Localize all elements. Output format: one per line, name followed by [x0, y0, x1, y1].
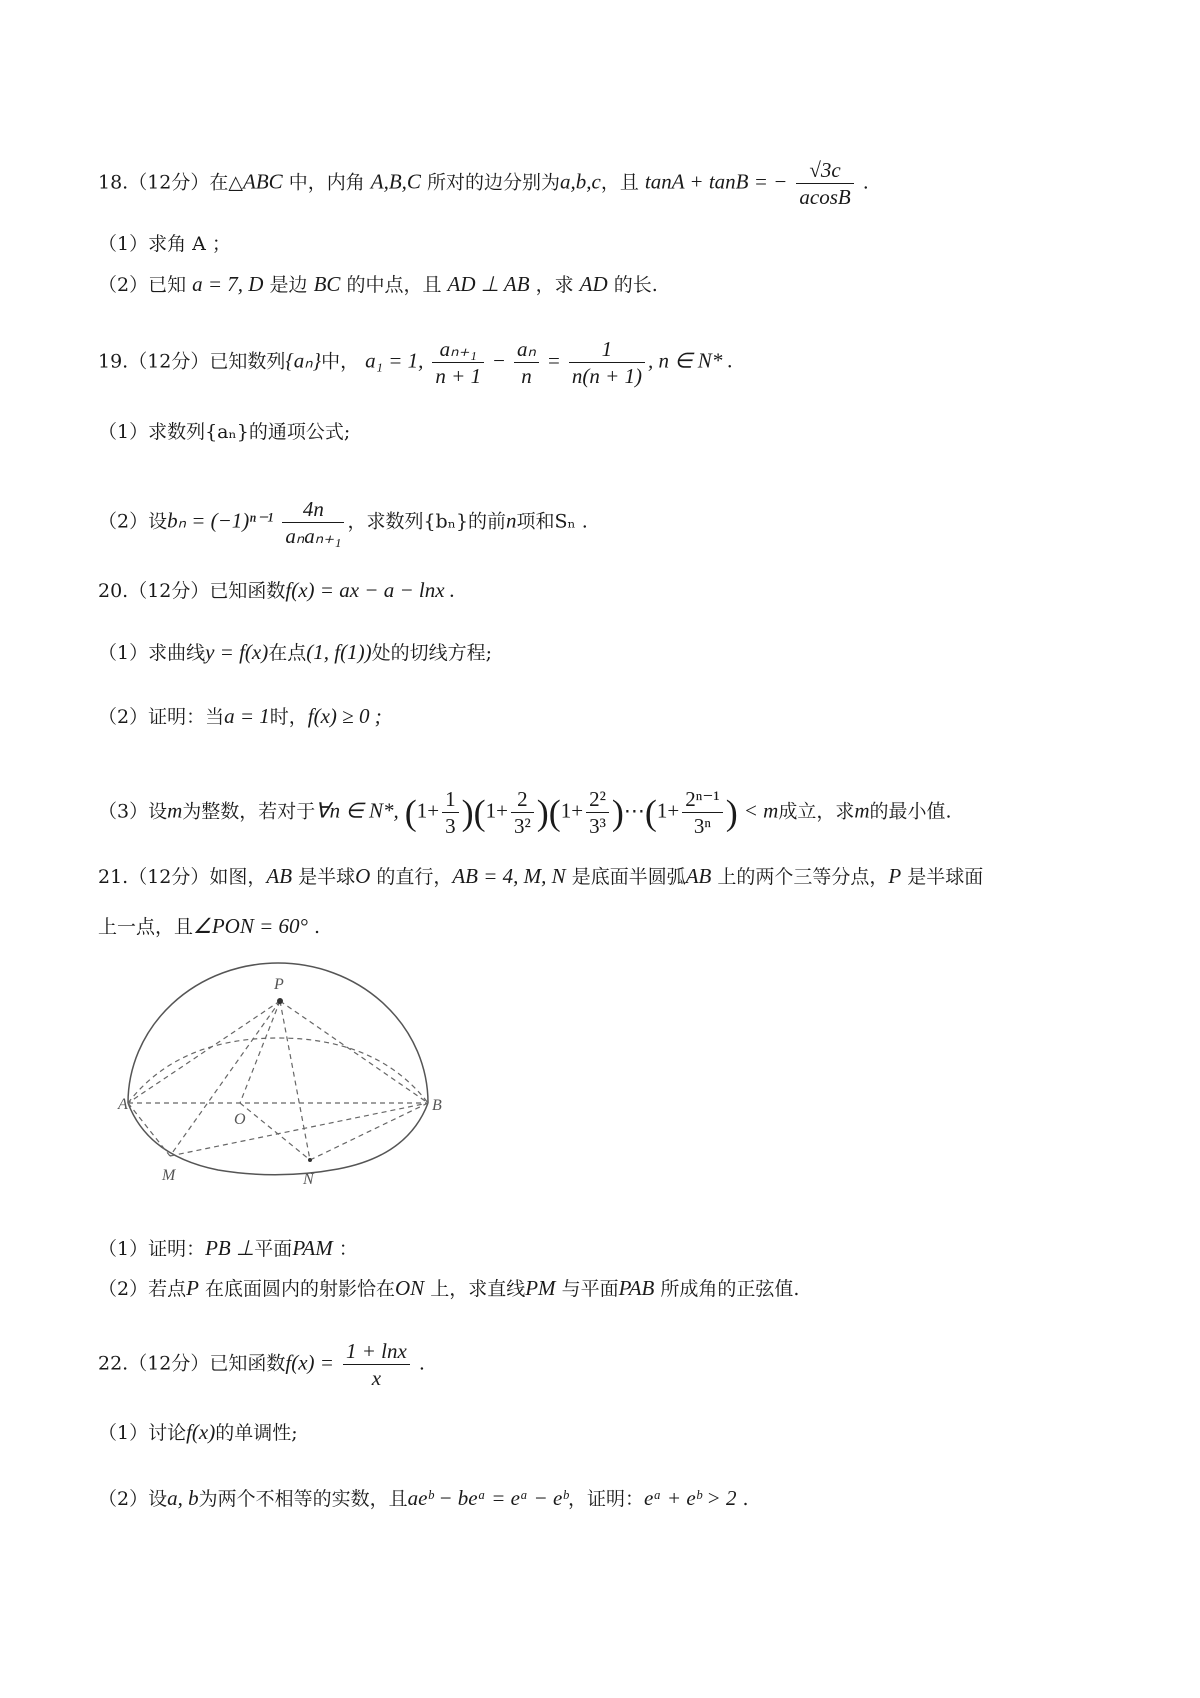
q18-part2: （2）已知 a = 7, D 是边 BC 的中点，且 AD ⊥ AB ，求 AD 的长. — [98, 272, 658, 296]
q18-fraction: $\frac{√3c}{acosB}$ — [796, 157, 853, 210]
point-p — [277, 998, 283, 1004]
label-p: P — [274, 976, 284, 993]
segment-pm — [170, 1001, 280, 1156]
label-b: B — [432, 1097, 442, 1114]
segment-am — [128, 1103, 170, 1156]
q20-term-n: $\frac{\text{2ⁿ⁻¹}}{\text{3ⁿ}}$ — [682, 786, 723, 839]
q20-term-3: $\frac{\text{2²}}{\text{3³}}$ — [586, 786, 609, 839]
q19-frac-3: $\frac{1}{n(n + 1)}$ — [569, 336, 645, 389]
q22-stem: 22.（12分）已知函数f(x) = $\frac{1 + \ln x}{x}$ . — [98, 1339, 425, 1390]
q20-stem: 20.（12分）已知函数f(x) = ax − a − lnx . — [98, 578, 456, 602]
q19-part2: （2）设bₙ = (−1)ⁿ⁻¹ $\frac{4n}{\text{aₙaₙ₊₁}}$ ，求数列{bₙ}的前n项和Sₙ . — [98, 497, 588, 548]
base-front-arc — [128, 1103, 428, 1175]
q22-fraction: $\frac{1 + \ln x}{x}$ — [343, 1338, 410, 1391]
q20-part1: （1）求曲线y = f(x)在点(1, f(1))处的切线方程; — [98, 640, 492, 664]
hemisphere-figure — [118, 948, 442, 1198]
q20-term-2: $\frac{2}{\text{3²}}$ — [511, 786, 534, 839]
q19-part1: （1）求数列{aₙ}的通项公式; — [98, 421, 351, 443]
q19-part2-frac: $\frac{4n}{\text{aₙaₙ₊₁}}$ — [282, 496, 344, 549]
q21-part1: （1）证明：PB ⊥平面PAM ： — [98, 1236, 358, 1260]
label-m: M — [162, 1167, 176, 1184]
q22-part2: （2）设a, b为两个不相等的实数，且aeᵇ − beᵃ = eᵃ − eᵇ，证明：eᵃ + eᵇ > 2 . — [98, 1486, 749, 1510]
dashed-back-arc — [128, 1038, 428, 1103]
segment-mb — [170, 1103, 428, 1156]
q18-part1: （1）求角 A ； — [98, 233, 231, 255]
q22-part1: （1）讨论f(x)的单调性; — [98, 1420, 298, 1444]
segment-on — [240, 1103, 310, 1160]
q18-stem: 18.（12分）在△ABC 中，内角 A,B,C 所对的边分别为a,b,c，且 tanA + tanB = − $\frac{√3c}{acosB}$ . — [98, 158, 869, 209]
q21-part2: （2）若点P 在底面圆内的射影恰在ON 上，求直线PM 与平面PAB 所成角的正弦值. — [98, 1276, 800, 1300]
segment-pn — [280, 1001, 310, 1160]
segment-pb — [280, 1001, 428, 1103]
q21-stem-line2: 上一点，且∠PON = 60° . — [98, 914, 321, 938]
q19-frac-2: $\frac{\text{aₙ}}{n}$ — [514, 336, 539, 389]
segment-pa — [128, 1001, 280, 1103]
label-n: N — [303, 1171, 314, 1188]
q20-part3: （3）设m为整数，若对于∀n ∈ N*, (1+ $\frac{1}{3}$ )(1+ $\frac{2}{\text{3²}}$ )(1+ $\frac{\text{2²}}{\text{3³}}$ )⋯(1+ $\frac{\text{2ⁿ⁻¹}}{\text{3ⁿ}}$ ) < m成立，求m的最小值. — [98, 787, 952, 838]
label-a: A — [118, 1096, 128, 1113]
q21-stem-line1: 21.（12分）如图，AB 是半球O 的直行，AB = 4, M, N 是底面半圆弧AB 上的两个三等分点，P 是半球面 — [98, 864, 984, 888]
q20-part2: （2）证明：当a = 1时，f(x) ≥ 0 ; — [98, 704, 382, 728]
segment-po — [240, 1001, 280, 1103]
q20-term-1: $\frac{1}{3}$ — [442, 786, 459, 839]
q19-frac-1: $\frac{\text{aₙ₊₁}}{n + 1}$ — [432, 336, 484, 389]
label-o: O — [234, 1111, 246, 1128]
q19-stem: 19.（12分）已知数列{aₙ}中， a₁ = 1, $\frac{\text{aₙ₊₁}}{n + 1}$ − $\frac{\text{aₙ}}{n}$ = $\frac{1}{n(n + 1)}$ , n ∈ N* . — [98, 337, 733, 388]
point-n — [308, 1158, 312, 1162]
